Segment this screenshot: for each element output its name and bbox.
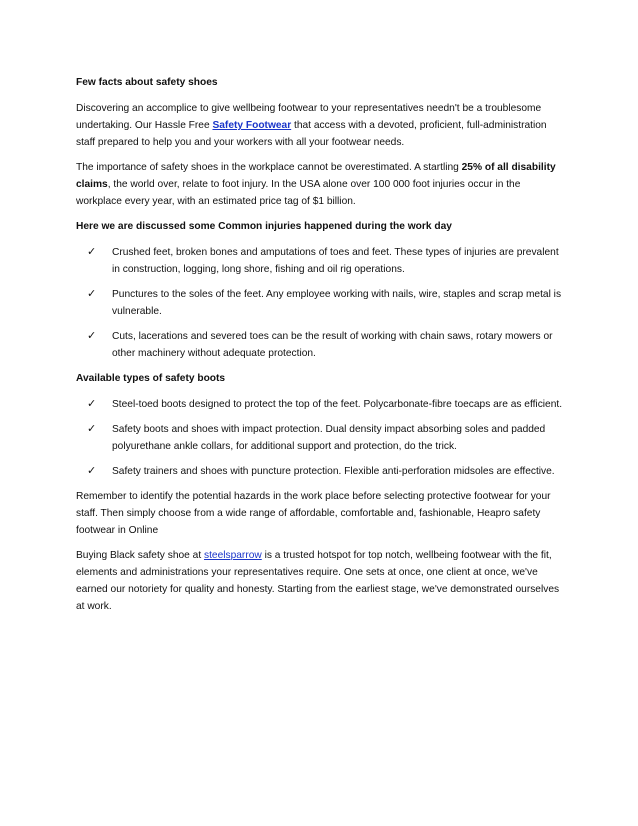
buying-paragraph [76, 547, 564, 615]
intro-paragraph [76, 100, 564, 151]
document-title: Few facts about safety shoes [76, 77, 218, 88]
list-item-text: Steel-toed boots designed to protect the top of the feet. Polycarbonate-fibre toecaps are as efficient. [112, 399, 563, 410]
importance-text-start: The importance of safety shoes in the workplace cannot be overestimated. A startling [76, 162, 462, 173]
list-item [76, 244, 564, 278]
importance-bold-stat: 25% of all disability claims [76, 162, 556, 190]
remember-paragraph: Remember to identify the potential hazards in the work place before selecting protective footwear for your staff. Then simply choose from a wide range of affordable, comfortable and, fashionable, Heapro safety footwear in Online [76, 491, 551, 536]
list-item [76, 463, 564, 480]
importance-paragraph [76, 159, 564, 210]
boots-heading: Available types of safety boots [76, 373, 226, 384]
list-item [76, 396, 564, 413]
check-icon: ✓ [87, 398, 97, 410]
check-icon: ✓ [87, 465, 97, 477]
buying-text-start: Buying Black safety shoe at [76, 550, 204, 561]
list-item [76, 286, 564, 320]
intro-text-start: Discovering an accomplice to give wellbeing footwear to your representatives needn't be a troublesome undertaking. Our Hassle Free [76, 103, 542, 131]
check-icon: ✓ [87, 423, 97, 435]
injuries-heading: Here we are discussed some Common injuries happened during the work day [76, 221, 452, 232]
list-item-text: Safety boots and shoes with impact protection. Dual density impact absorbing soles and padded polyurethane ankle collars, for additional support and protection, do the trick. [112, 424, 546, 452]
list-item [76, 421, 564, 455]
intro-text-end: that access with a devoted, proficient, full-administration staff prepared to help you and your workers with all your footwear needs. [76, 120, 547, 148]
list-item-text: Crushed feet, broken bones and amputations of toes and feet. These types of injuries are prevalent in construction, logging, long shore, fishing and oil rig operations. [112, 247, 559, 275]
safety-footwear-link[interactable]: Safety Footwear [212, 120, 292, 131]
list-item-text: Cuts, lacerations and severed toes can be the result of working with chain saws, rotary mowers or other machinery without adequate protection. [112, 331, 553, 359]
check-icon: ✓ [87, 288, 97, 300]
importance-text-end: , the world over, relate to foot injury. In the USA alone over 100 000 foot injuries occur in the workplace every year, with an estimated price tag of $1 billion. [76, 179, 521, 207]
check-icon: ✓ [87, 330, 97, 342]
boots-list [76, 396, 564, 480]
list-item-text: Safety trainers and shoes with puncture protection. Flexible anti-perforation midsoles are effective. [112, 466, 555, 477]
list-item-text: Punctures to the soles of the feet. Any employee working with nails, wire, staples and scrap metal is vulnerable. [112, 289, 562, 317]
injuries-list [76, 244, 564, 362]
list-item [76, 328, 564, 362]
check-icon: ✓ [87, 246, 97, 258]
buying-text-end: is a trusted hotspot for top notch, wellbeing footwear with the fit, elements and administrations your representatives require. One sets at once, one client at once, we've earned our notoriety for quality and honesty. Starting from the earliest stage, we've demonstrated ourselves at work. [76, 550, 560, 612]
steelsparrow-link[interactable]: steelsparrow [203, 550, 262, 561]
